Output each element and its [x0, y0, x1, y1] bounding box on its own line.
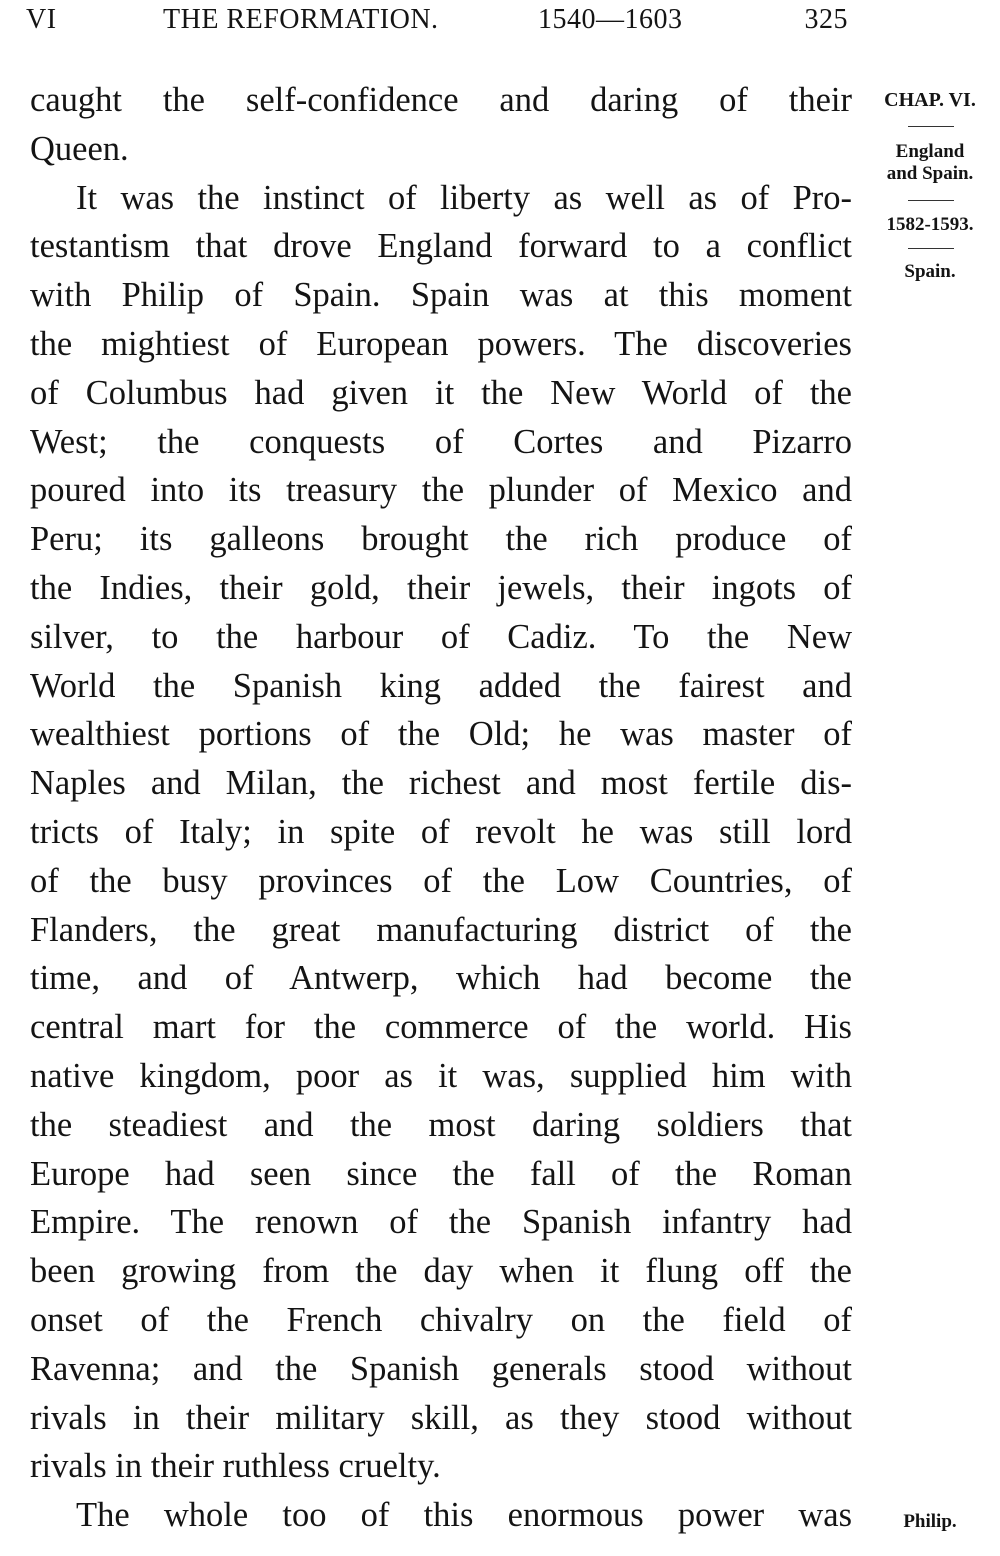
text-line: The whole too of this enormous power was: [76, 1496, 852, 1535]
text-line: Europe had seen since the fall of the Roman: [30, 1154, 852, 1193]
text-line: the steadiest and the most daring soldiers that: [30, 1105, 852, 1144]
text-line: Flanders, the great manufacturing district of the: [30, 910, 852, 949]
text-line: World the Spanish king added the fairest and: [30, 666, 852, 705]
text-line: been growing from the day when it flung off the: [30, 1252, 852, 1291]
text-line: rivals in their military skill, as they stood without: [30, 1398, 852, 1437]
body-text: [30, 76, 852, 1540]
text-line: silver, to the harbour of Cadiz. To the New: [30, 617, 852, 656]
text-line: Queen.: [30, 129, 129, 168]
page-number: 325: [804, 4, 848, 35]
text-line: Peru; its galleons brought the rich produce of: [30, 520, 852, 559]
text-line: Ravenna; and the Spanish generals stood without: [30, 1349, 852, 1388]
text-line: with Philip of Spain. Spain was at this moment: [30, 276, 852, 315]
text-line: time, and of Antwerp, which had become the: [30, 959, 852, 998]
margin-bottom-note: Philip.: [903, 1511, 957, 1532]
text-line: West; the conquests of Cortes and Pizarro: [30, 422, 852, 461]
text-line: caught the self-confidence and daring of their: [30, 81, 852, 119]
margin-topic-line2: and Spain.: [886, 163, 974, 184]
text-line: testantism that drove England forward to a conflict: [30, 227, 852, 266]
text-line: Empire. The renown of the Spanish infantry had: [30, 1203, 852, 1242]
header-chapter-number: VI: [26, 4, 57, 35]
margin-dates: 1582-1593.: [886, 214, 974, 235]
text-line: rivals in their ruthless cruelty.: [30, 1447, 441, 1486]
text-line: wealthiest portions of the Old; he was master of: [30, 715, 852, 754]
header-years: 1540—1603: [538, 4, 683, 35]
margin-rule: [908, 126, 954, 127]
text-line: It was the instinct of liberty as well as of Pro-: [76, 178, 852, 217]
text-line: Naples and Milan, the richest and most fertile dis-: [30, 764, 852, 803]
running-header: [26, 4, 850, 44]
margin-chapter-label: CHAP. VI.: [884, 89, 976, 111]
margin-rule: [908, 248, 954, 249]
text-line: onset of the French chivalry on the field of: [30, 1300, 852, 1339]
margin-rule: [908, 200, 954, 201]
margin-subtopic: Spain.: [904, 261, 956, 282]
text-line: poured into its treasury the plunder of Mexico and: [30, 471, 852, 510]
text-line: central mart for the commerce of the world. His: [30, 1008, 852, 1047]
text-line: of the busy provinces of the Low Countries, of: [30, 861, 852, 900]
text-line: tricts of Italy; in spite of revolt he was still lord: [30, 812, 852, 851]
margin-topic-line1: England: [895, 141, 965, 162]
text-line: native kingdom, poor as it was, supplied him with: [30, 1056, 852, 1095]
text-line: the mightiest of European powers. The discoveries: [30, 324, 852, 363]
header-title: THE REFORMATION.: [163, 4, 439, 35]
text-line: of Columbus had given it the New World of the: [30, 373, 852, 412]
text-line: the Indies, their gold, their jewels, their ingots of: [30, 568, 852, 607]
